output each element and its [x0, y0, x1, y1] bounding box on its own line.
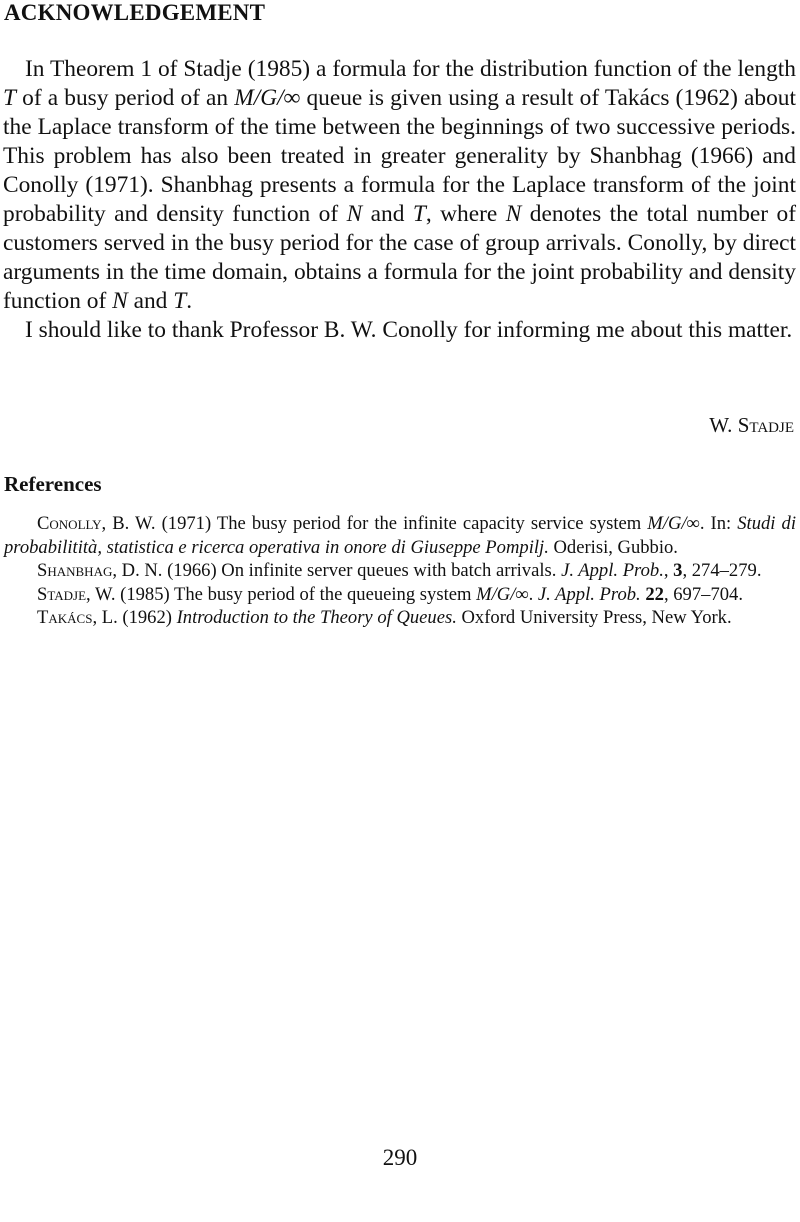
references-heading: References [4, 472, 102, 496]
ref-text: , D. N. (1966) On infinite server queues with batch arrivals. [112, 560, 562, 582]
section-heading: ACKNOWLEDGEMENT [4, 0, 266, 25]
ref-text: , B. W. (1971) The busy period for the infinite capacity service system [101, 513, 648, 534]
math-var: N [346, 201, 363, 227]
math-var: T [3, 85, 17, 111]
text: In Theorem 1 of Stadje (1985) a formula for the distribution function of the length [25, 56, 796, 82]
ref-math: M/G/∞ [647, 513, 700, 534]
signature-initial: W. [709, 413, 738, 437]
reference-item [4, 606, 796, 630]
text: queue is given using a result of Takács (1962) about the Laplace transform of the time between the beginnings of two successive periods. This problem has also been treated in greater generality by Shanbhag (1966) and Conolly (1971). Shanbhag presents a formula for the Laplace transform of the joint probability and density function of [3, 85, 797, 227]
text: and [362, 201, 413, 227]
text: of a busy period of an [16, 85, 235, 111]
text: . [186, 288, 193, 314]
ref-pages: , 697–704. [663, 583, 743, 605]
page-number: 290 [382, 1145, 418, 1170]
math-var: N [505, 201, 522, 227]
paragraph-1 [3, 55, 796, 316]
ref-text: . [528, 583, 538, 605]
ref-pages: , 274–279. [682, 560, 762, 582]
ref-publisher: Oderisi, Gubbio. [548, 536, 678, 558]
reference-item [4, 583, 796, 607]
math-queue: M/G/∞ [234, 85, 301, 111]
reference-item [4, 559, 796, 583]
ref-math: M/G/∞ [476, 583, 529, 605]
text: , where [425, 201, 506, 227]
ref-title: Introduction to the Theory of Queues. [176, 607, 457, 629]
math-var: T [412, 201, 426, 227]
ref-title: Studi di probabilitità, statistica e ricerca operativa in onore di Giuseppe Pompilj. [4, 513, 796, 558]
ref-text: . In: [699, 513, 738, 534]
ref-publisher: Oxford University Press, New York. [456, 607, 732, 629]
ref-author: Shanbhag [37, 560, 113, 582]
ref-volume: 22 [645, 583, 664, 605]
ref-journal: J. Appl. Prob. [561, 560, 664, 582]
paragraph-2: I should like to thank Professor B. W. Conolly for informing me about this matter. [25, 317, 793, 343]
ref-author: Takács [37, 607, 93, 629]
signature-name: Stadje [737, 413, 794, 437]
ref-text: , W. (1985) The busy period of the queueing system [86, 583, 477, 605]
author-signature [709, 413, 794, 438]
reference-item [4, 512, 796, 559]
math-var: N [112, 288, 128, 314]
ref-volume: 3 [673, 560, 683, 582]
math-var: T [173, 288, 187, 314]
acknowledgement-body [3, 55, 796, 345]
ref-author: Stadje [37, 583, 87, 605]
ref-text: , L. (1962) [92, 607, 177, 629]
ref-journal: J. Appl. Prob. [537, 583, 641, 605]
text: denotes the total number of customers served in the busy period for the case of group arrivals. Conolly, by direct arguments in the time domain, obtains a formula for the joint probability and density function of [3, 201, 797, 314]
text: and [127, 288, 174, 314]
ref-sep: , [663, 560, 674, 582]
reference-list [4, 512, 796, 630]
ref-author: Conolly [37, 513, 102, 534]
